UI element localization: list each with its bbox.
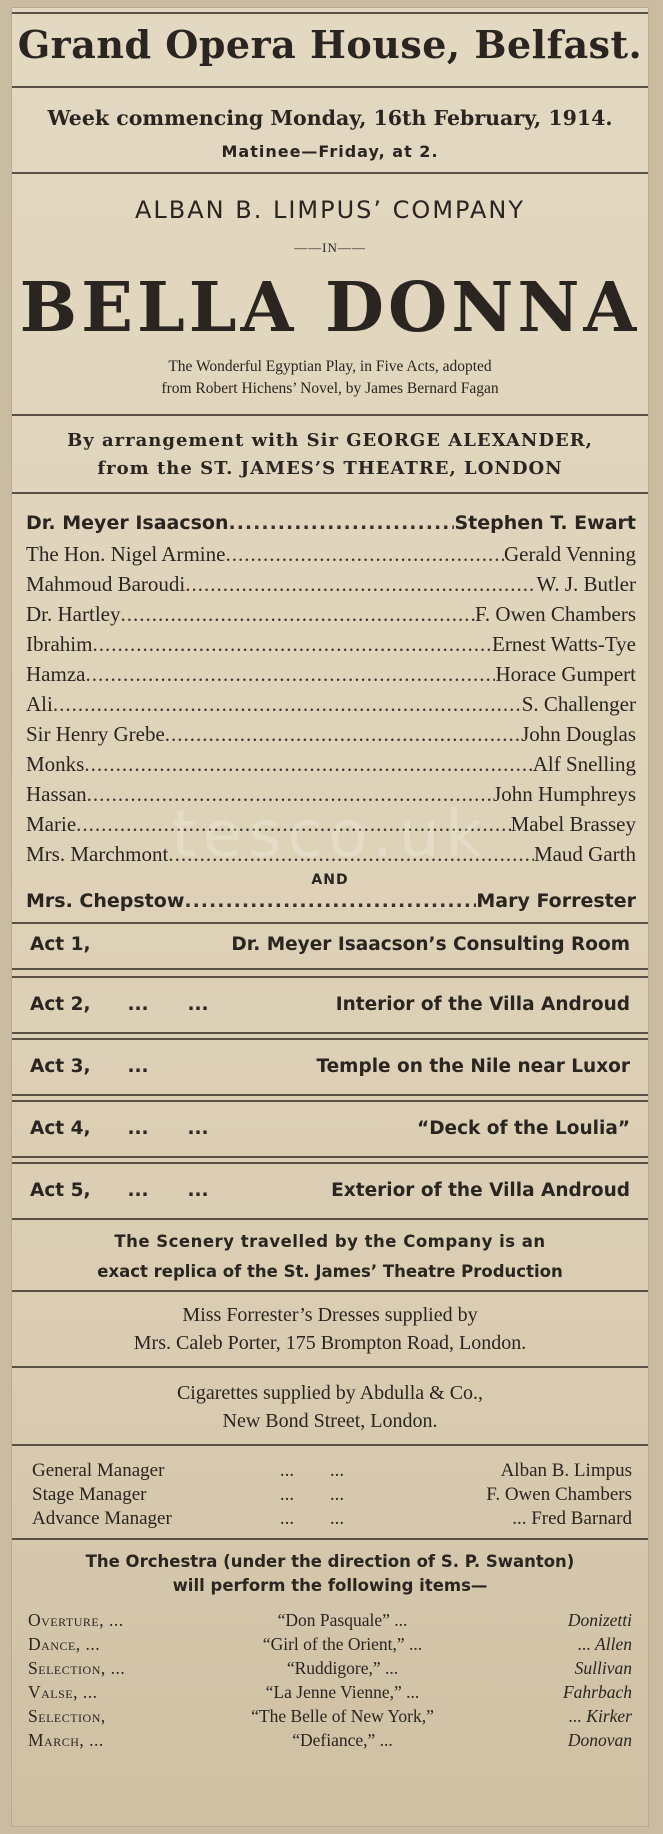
rule	[12, 1366, 648, 1368]
act-leader: ...	[127, 1117, 149, 1139]
in-divider: ——IN——	[294, 240, 366, 255]
venue-title: Grand Opera House, Belfast.	[17, 22, 643, 67]
orchestra-heading: will perform the following items—	[172, 1576, 488, 1595]
cast-and: AND	[311, 872, 349, 888]
orchestra-heading: The Orchestra (under the direction of S. P. Swanton)	[85, 1552, 575, 1571]
orchestra-item	[28, 1706, 632, 1728]
item-composer: Donovan	[567, 1730, 632, 1750]
cast-role: Sir Henry Grebe	[26, 722, 165, 746]
top-rule	[12, 12, 648, 14]
cast-row	[26, 692, 636, 720]
company-name: ALBAN B. LIMPUS’ COMPANY	[135, 196, 525, 224]
orchestra-item	[28, 1682, 632, 1704]
rule	[12, 1032, 648, 1034]
act-scene: Temple on the Nile near Luxor	[316, 1055, 630, 1077]
dresses-credit: Miss Forrester’s Dresses supplied by	[182, 1304, 478, 1326]
manager-row	[32, 1484, 632, 1506]
act-leader: ...	[127, 1055, 149, 1077]
play-description: from Robert Hichens’ Novel, by James Bernard Fagan	[161, 380, 499, 397]
rule	[12, 1162, 648, 1164]
cigarettes-credit: Cigarettes supplied by Abdulla & Co.,	[176, 1382, 484, 1404]
rule	[12, 1444, 648, 1446]
manager-leader: ...	[329, 1460, 345, 1481]
week-line: Week commencing Monday, 16th February, 1914.	[47, 106, 613, 130]
cast-actor: Gerald Venning	[504, 542, 636, 566]
cast-actor: F. Owen Chambers	[474, 602, 636, 626]
cast-actor: Mabel Brassey	[510, 812, 636, 836]
item-piece: “The Belle of New York,”	[251, 1706, 434, 1726]
orchestra-item	[28, 1658, 632, 1680]
act-leader: ...	[127, 1179, 149, 1201]
item-type: Valse, ...	[28, 1682, 98, 1702]
manager-leader: ...	[329, 1508, 345, 1529]
item-piece: “La Jenne Vienne,” ...	[265, 1682, 420, 1702]
manager-role: Stage Manager	[32, 1484, 147, 1505]
item-composer: Sullivan	[574, 1658, 632, 1678]
rule	[12, 172, 648, 174]
act-scene: Dr. Meyer Isaacson’s Consulting Room	[231, 933, 630, 955]
play-title: BELLA DONNA	[19, 268, 641, 348]
manager-name: Alban B. Limpus	[500, 1460, 632, 1481]
cast-actor: John Humphreys	[493, 782, 636, 806]
watermark: tesco.uk	[171, 798, 489, 872]
manager-name: F. Owen Chambers	[486, 1484, 632, 1505]
rule	[12, 1538, 648, 1540]
item-composer: ... Allen	[577, 1634, 632, 1654]
cast-actor: W. J. Butler	[536, 572, 636, 596]
cast-role: Hamza	[26, 662, 86, 686]
rule	[12, 1100, 648, 1102]
cast-role: Dr. Meyer Isaacson	[26, 512, 229, 534]
act-number: Act 3,	[30, 1055, 91, 1077]
act-number: Act 2,	[30, 993, 91, 1015]
act-row	[30, 1046, 630, 1086]
rule	[12, 968, 648, 970]
rule	[12, 1094, 648, 1096]
rule	[12, 1156, 648, 1158]
cast-actor: Maud Garth	[533, 842, 636, 866]
cast-actor: Ernest Watts-Tye	[492, 632, 636, 656]
cast-row	[26, 602, 636, 630]
cast-role: Mahmoud Baroudi	[26, 572, 186, 596]
rule	[12, 86, 648, 88]
cast-role: Hassan	[26, 782, 87, 806]
cast-row	[26, 752, 636, 780]
rule	[12, 414, 648, 416]
cast-actor: Horace Gumpert	[495, 662, 636, 686]
cast-actor: Mary Forrester	[476, 890, 636, 912]
manager-leader: ...	[329, 1484, 345, 1505]
scenery-note: The Scenery travelled by the Company is an	[114, 1232, 546, 1251]
manager-role: General Manager	[32, 1460, 165, 1481]
cast-row	[26, 572, 636, 600]
item-type: Dance, ...	[28, 1634, 101, 1654]
cast-row	[26, 662, 636, 690]
arrangement-line: from the ST. JAMES’S THEATRE, LONDON	[97, 458, 563, 479]
cast-actor: S. Challenger	[521, 692, 636, 716]
rule	[12, 976, 648, 978]
orchestra-item	[28, 1610, 632, 1632]
item-type: March, ...	[28, 1730, 104, 1750]
manager-leader: ...	[279, 1460, 295, 1481]
orchestra-item	[28, 1730, 632, 1752]
manager-row	[32, 1508, 632, 1530]
act-scene: Interior of the Villa Androud	[335, 993, 630, 1015]
act-row	[30, 1170, 630, 1210]
act-leader: ...	[127, 993, 149, 1015]
scenery-note: exact replica of the St. James’ Theatre Production	[97, 1262, 563, 1281]
rule	[12, 1218, 648, 1220]
play-description: The Wonderful Egyptian Play, in Five Acts, adopted	[168, 358, 492, 375]
act-number: Act 5,	[30, 1179, 91, 1201]
item-type: Selection, ...	[28, 1658, 126, 1678]
item-piece: “Ruddigore,” ...	[286, 1658, 399, 1678]
orchestra-item	[28, 1634, 632, 1656]
cigarettes-credit: New Bond Street, London.	[222, 1410, 438, 1432]
item-piece: “Defiance,” ...	[292, 1730, 393, 1750]
programme-sheet	[12, 8, 648, 1826]
act-leader: ...	[187, 1179, 209, 1201]
matinee-line: Matinee—Friday, at 2.	[221, 142, 439, 161]
cast-row	[26, 722, 636, 750]
item-piece: “Don Pasquale” ...	[277, 1610, 408, 1630]
item-piece: “Girl of the Orient,” ...	[262, 1634, 423, 1654]
act-scene: “Deck of the Loulia”	[417, 1117, 630, 1139]
item-type: Selection,	[28, 1706, 106, 1726]
act-leader: ...	[187, 1117, 209, 1139]
act-leader: ...	[187, 993, 209, 1015]
cast-actor: Alf Snelling	[532, 752, 636, 776]
act-row	[30, 984, 630, 1024]
cast-row	[26, 542, 636, 570]
cast-actor: John Douglas	[521, 722, 636, 746]
cast-role: Dr. Hartley	[26, 602, 121, 626]
cast-row	[26, 512, 636, 540]
manager-role: Advance Manager	[32, 1508, 172, 1529]
cast-row	[26, 632, 636, 660]
cast-role: Ali	[26, 692, 53, 716]
dresses-credit: Mrs. Caleb Porter, 175 Brompton Road, London.	[133, 1332, 527, 1354]
rule	[12, 1290, 648, 1292]
arrangement-line: By arrangement with Sir GEORGE ALEXANDER,	[67, 430, 593, 451]
rule	[12, 1038, 648, 1040]
cast-row-final	[26, 890, 636, 918]
act-scene: Exterior of the Villa Androud	[331, 1179, 630, 1201]
act-number: Act 1,	[30, 933, 91, 955]
cast-role: Mrs. Marchmont	[26, 842, 169, 866]
item-composer: ... Kirker	[568, 1706, 632, 1726]
act-row	[30, 924, 630, 964]
cast-role: The Hon. Nigel Armine	[26, 542, 226, 566]
manager-name: ... Fred Barnard	[512, 1508, 632, 1529]
cast-actor: Stephen T. Ewart	[454, 512, 636, 534]
manager-leader: ...	[279, 1508, 295, 1529]
cast-role: Mrs. Chepstow	[26, 890, 185, 912]
act-number: Act 4,	[30, 1117, 91, 1139]
item-type: Overture, ...	[28, 1610, 124, 1630]
cast-role: Monks	[26, 752, 85, 776]
rule	[12, 492, 648, 494]
cast-role: Marie	[26, 812, 77, 836]
act-row	[30, 1108, 630, 1148]
manager-row	[32, 1460, 632, 1482]
manager-leader: ...	[279, 1484, 295, 1505]
item-composer: Donizetti	[567, 1610, 632, 1630]
cast-role: Ibrahim	[26, 632, 93, 656]
item-composer: Fahrbach	[562, 1682, 632, 1702]
